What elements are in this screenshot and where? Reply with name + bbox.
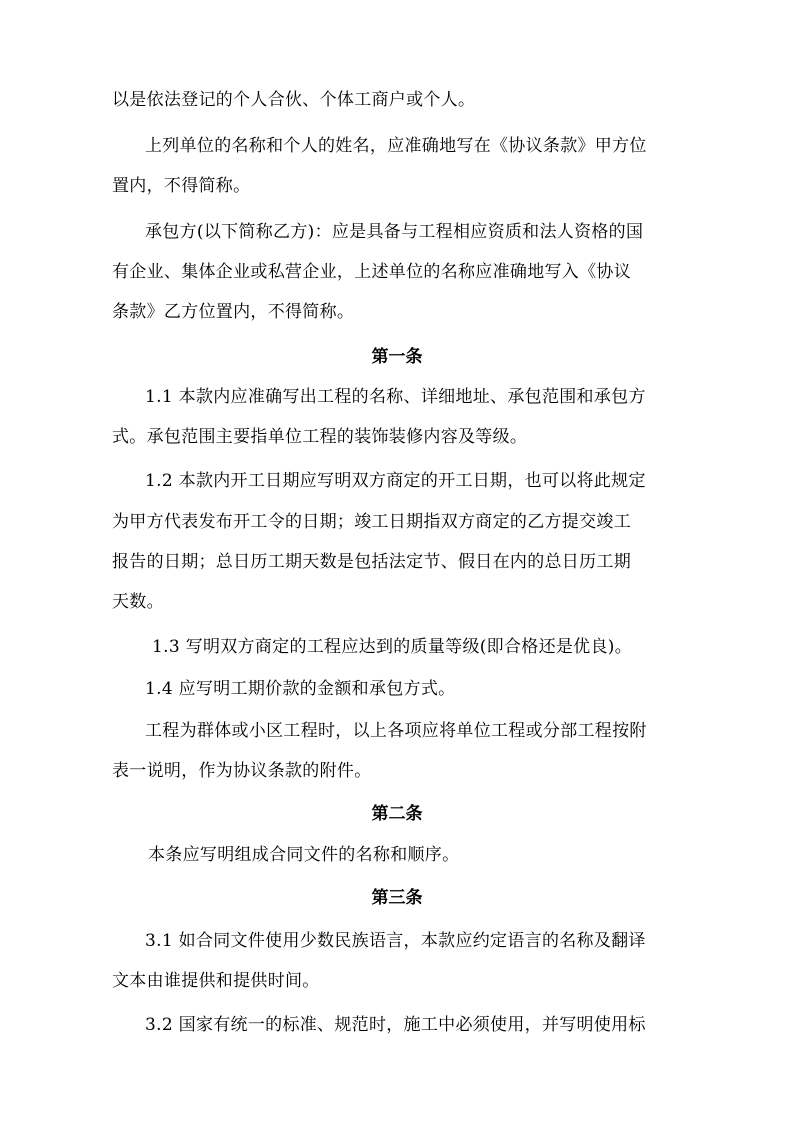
body-text-line: 报告的日期；总日历工期天数是包括法定节、假日在内的总日历工期 xyxy=(112,552,631,572)
body-text-line: 3.2 国家有统一的标准、规范时，施工中必须使用，并写明使用标 xyxy=(145,1015,646,1035)
section-heading-2: 第二条 xyxy=(371,804,423,824)
body-text-line: 1.3 写明双方商定的工程应达到的质量等级(即合格还是优良)。 xyxy=(152,637,633,657)
section-heading-3: 第三条 xyxy=(371,888,423,908)
body-text-line: 1.2 本款内开工日期应写明双方商定的开工日期，也可以将此规定 xyxy=(145,471,646,491)
body-text-line: 表一说明，作为协议条款的附件。 xyxy=(112,761,372,781)
body-text-line: 有企业、集体企业或私营企业，上述单位的名称应准确地写入《协议 xyxy=(112,262,631,282)
body-text-line: 本条应写明组成合同文件的名称和顺序。 xyxy=(148,845,460,865)
body-text-line: 文本由谁提供和提供时间。 xyxy=(112,971,320,991)
body-text-line: 为甲方代表发布开工令的日期；竣工日期指双方商定的乙方提交竣工 xyxy=(112,512,631,532)
body-text-line: 条款》乙方位置内，不得简称。 xyxy=(112,302,355,322)
body-text-line: 置内，不得简称。 xyxy=(112,176,251,196)
body-text-line: 以是依法登记的个人合伙、个体工商户或个人。 xyxy=(112,90,476,110)
body-text-line: 工程为群体或小区工程时，以上各项应将单位工程或分部工程按附 xyxy=(145,721,647,741)
body-text-line: 1.1 本款内应准确写出工程的名称、详细地址、承包范围和承包方 xyxy=(145,387,646,407)
body-text-line: 式。承包范围主要指单位工程的装饰装修内容及等级。 xyxy=(112,427,528,447)
body-text-line: 1.4 应写明工期价款的金额和承包方式。 xyxy=(145,679,456,699)
body-text-line: 天数。 xyxy=(112,592,164,612)
section-heading-1: 第一条 xyxy=(371,347,423,367)
body-text-line: 承包方(以下简称乙方)：应是具备与工程相应资质和法人资格的国 xyxy=(145,222,644,242)
body-text-line: 3.1 如合同文件使用少数民族语言，本款应约定语言的名称及翻译 xyxy=(145,931,646,951)
body-text-line: 上列单位的名称和个人的姓名，应准确地写在《协议条款》甲方位 xyxy=(145,136,647,156)
